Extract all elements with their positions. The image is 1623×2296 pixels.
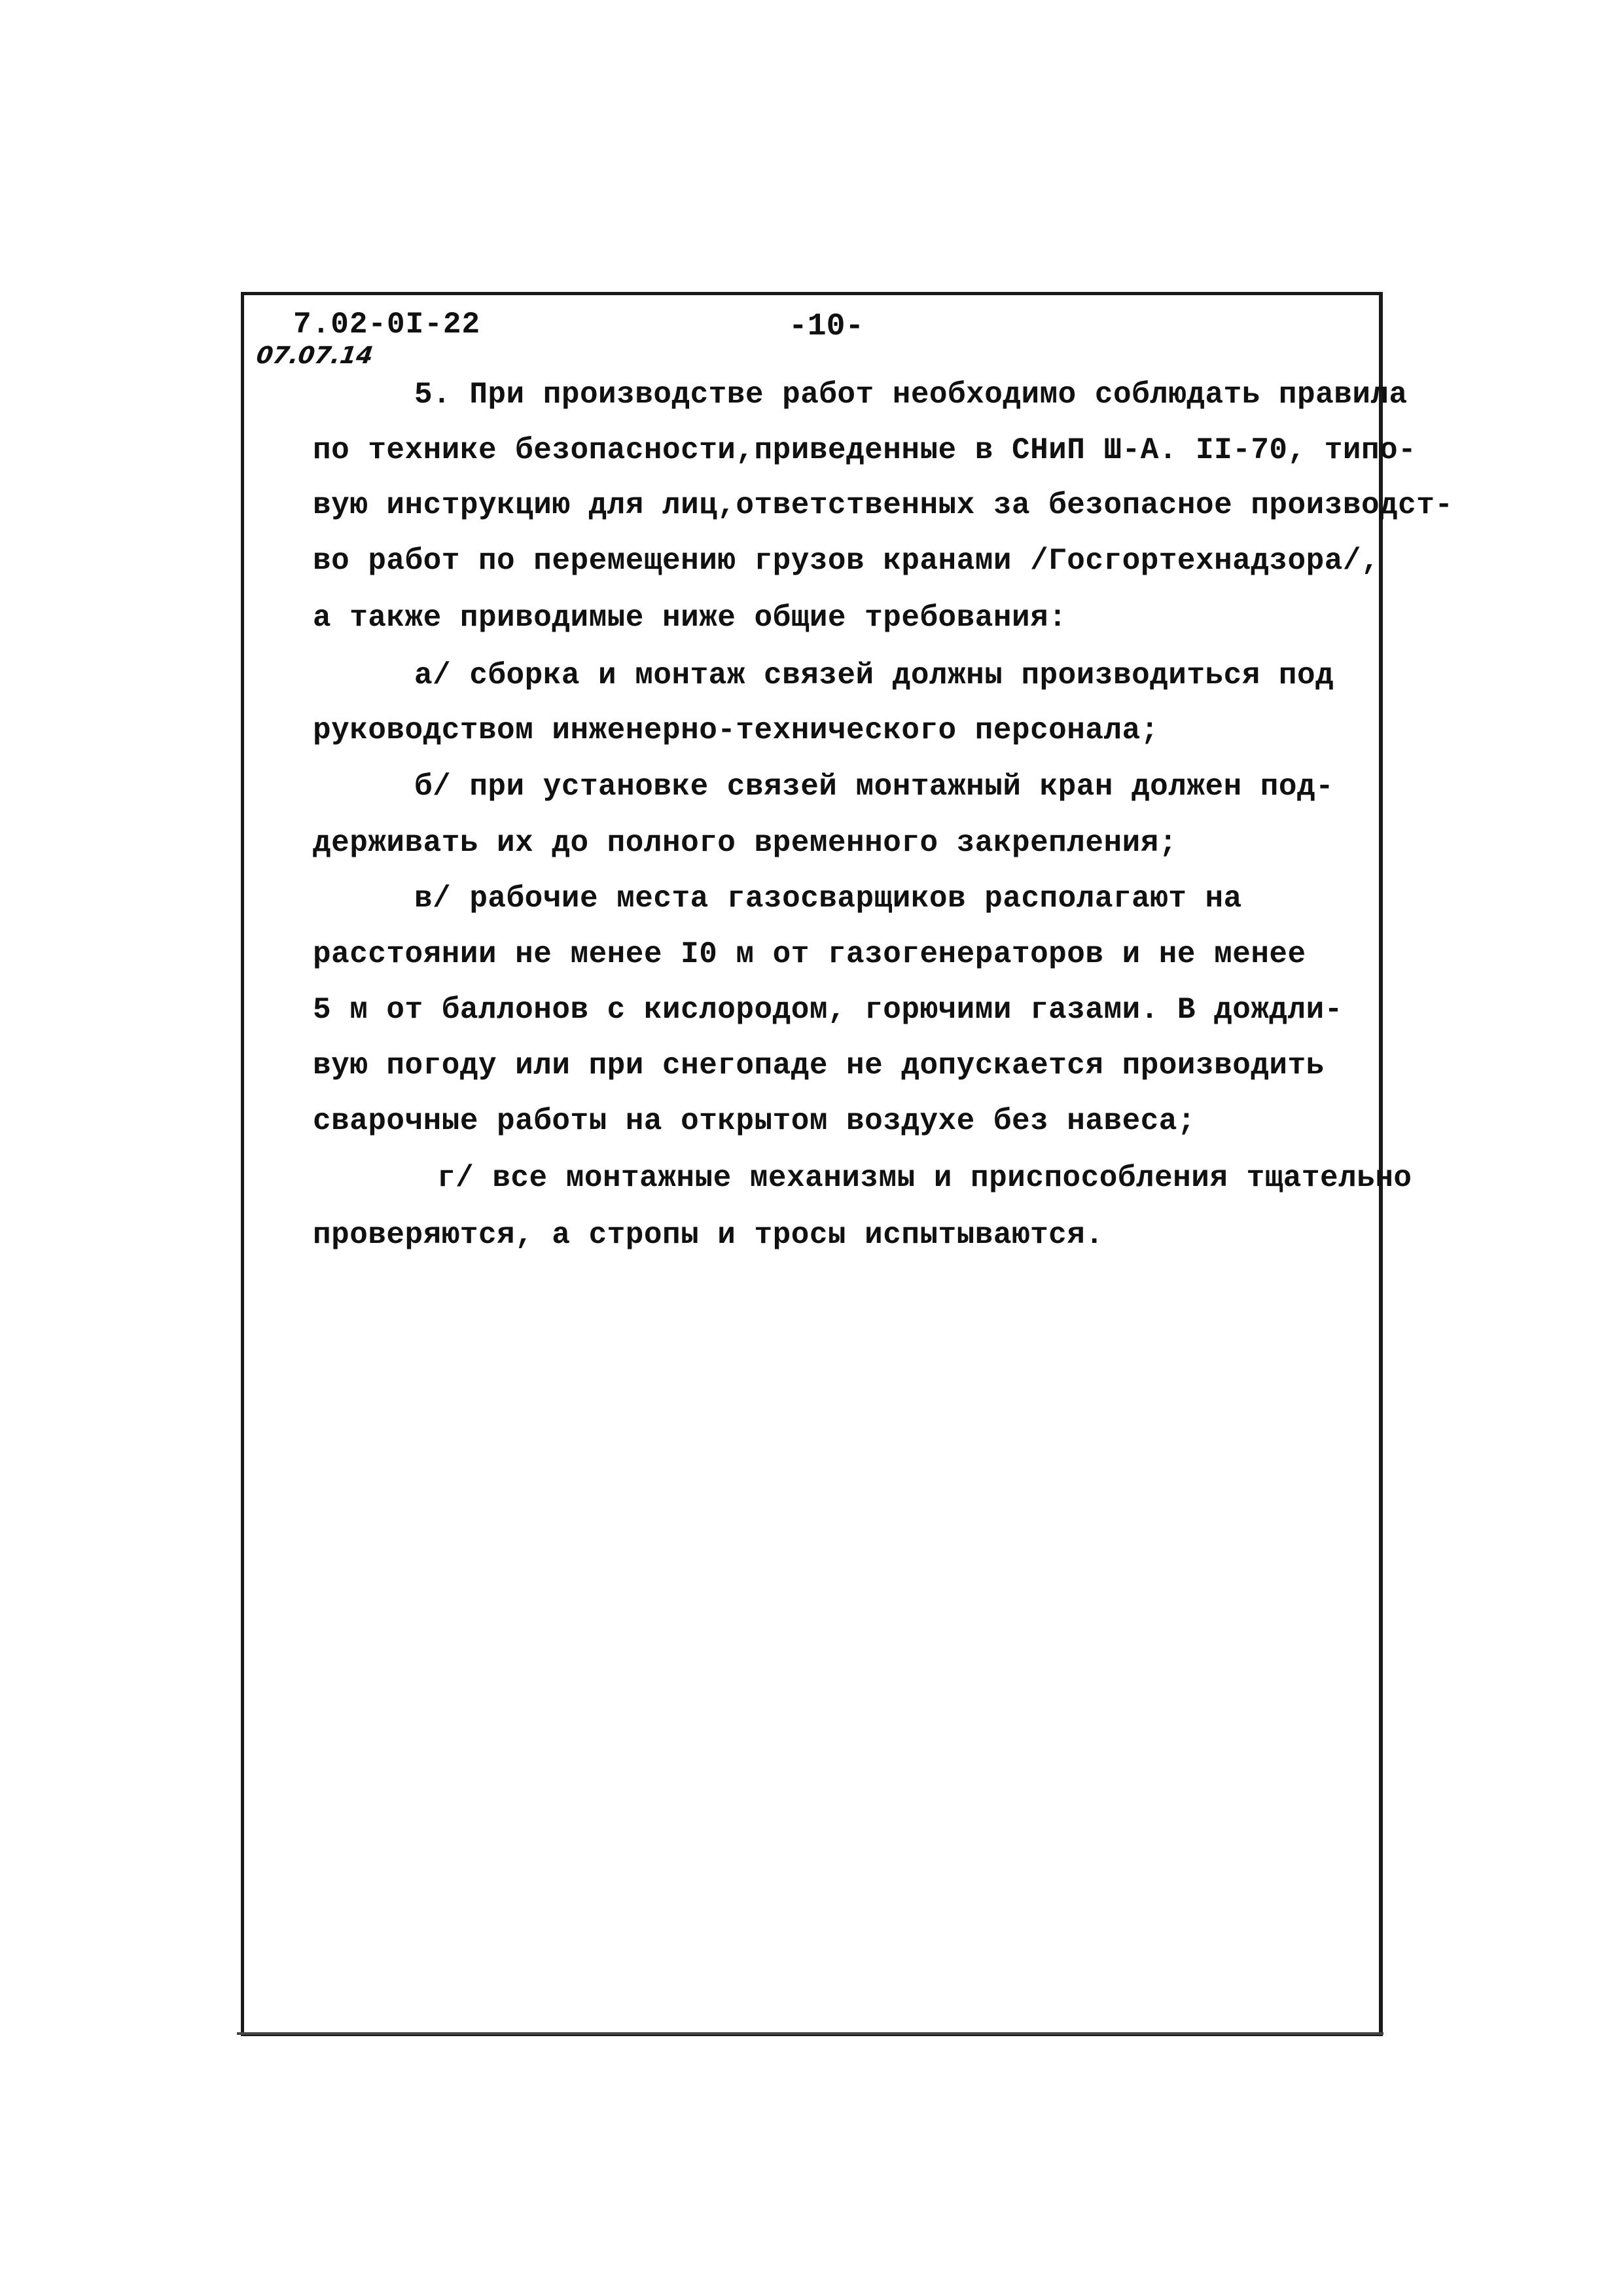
text-line: проверяются, а стропы и тросы испытываются.: [313, 1218, 1104, 1252]
text-line: вую погоду или при снегопаде не допускается производить: [313, 1049, 1325, 1083]
text-line: по технике безопасности,приведенные в СНиП Ш-А. II-70, типо-: [313, 433, 1417, 467]
text-line: руководством инженерно-технического персонала;: [313, 713, 1159, 747]
frame-bottom-edge: [237, 2032, 1383, 2035]
text-line: 5. При производстве работ необходимо соблюдать правила: [414, 378, 1408, 412]
handwritten-date: 07.07.14: [255, 342, 375, 369]
text-line: 5 м от баллонов с кислородом, горючими газами. В дождли-: [313, 993, 1343, 1027]
text-line: г/ все монтажные механизмы и приспособления тщательно: [437, 1161, 1412, 1195]
text-line: а также приводимые ниже общие требования:: [313, 601, 1067, 635]
document-code: 7.02-0I-22: [293, 308, 481, 342]
text-line: вую инструкцию для лиц,ответственных за безопасное производст-: [313, 488, 1454, 522]
page-number: -10-: [789, 309, 865, 344]
text-line: а/ сборка и монтаж связей должны производиться под: [414, 658, 1334, 692]
text-line: сварочные работы на открытом воздухе без навеса;: [313, 1104, 1196, 1138]
text-line: б/ при установке связей монтажный кран должен под-: [414, 770, 1334, 804]
text-line: держивать их до полного временного закрепления;: [313, 826, 1177, 860]
text-line: расстоянии не менее I0 м от газогенераторов и не менее: [313, 937, 1306, 971]
text-line: во работ по перемещению грузов кранами /Госгортехнадзора/,: [313, 544, 1380, 578]
text-line: в/ рабочие места газосварщиков располагают на: [414, 882, 1242, 916]
